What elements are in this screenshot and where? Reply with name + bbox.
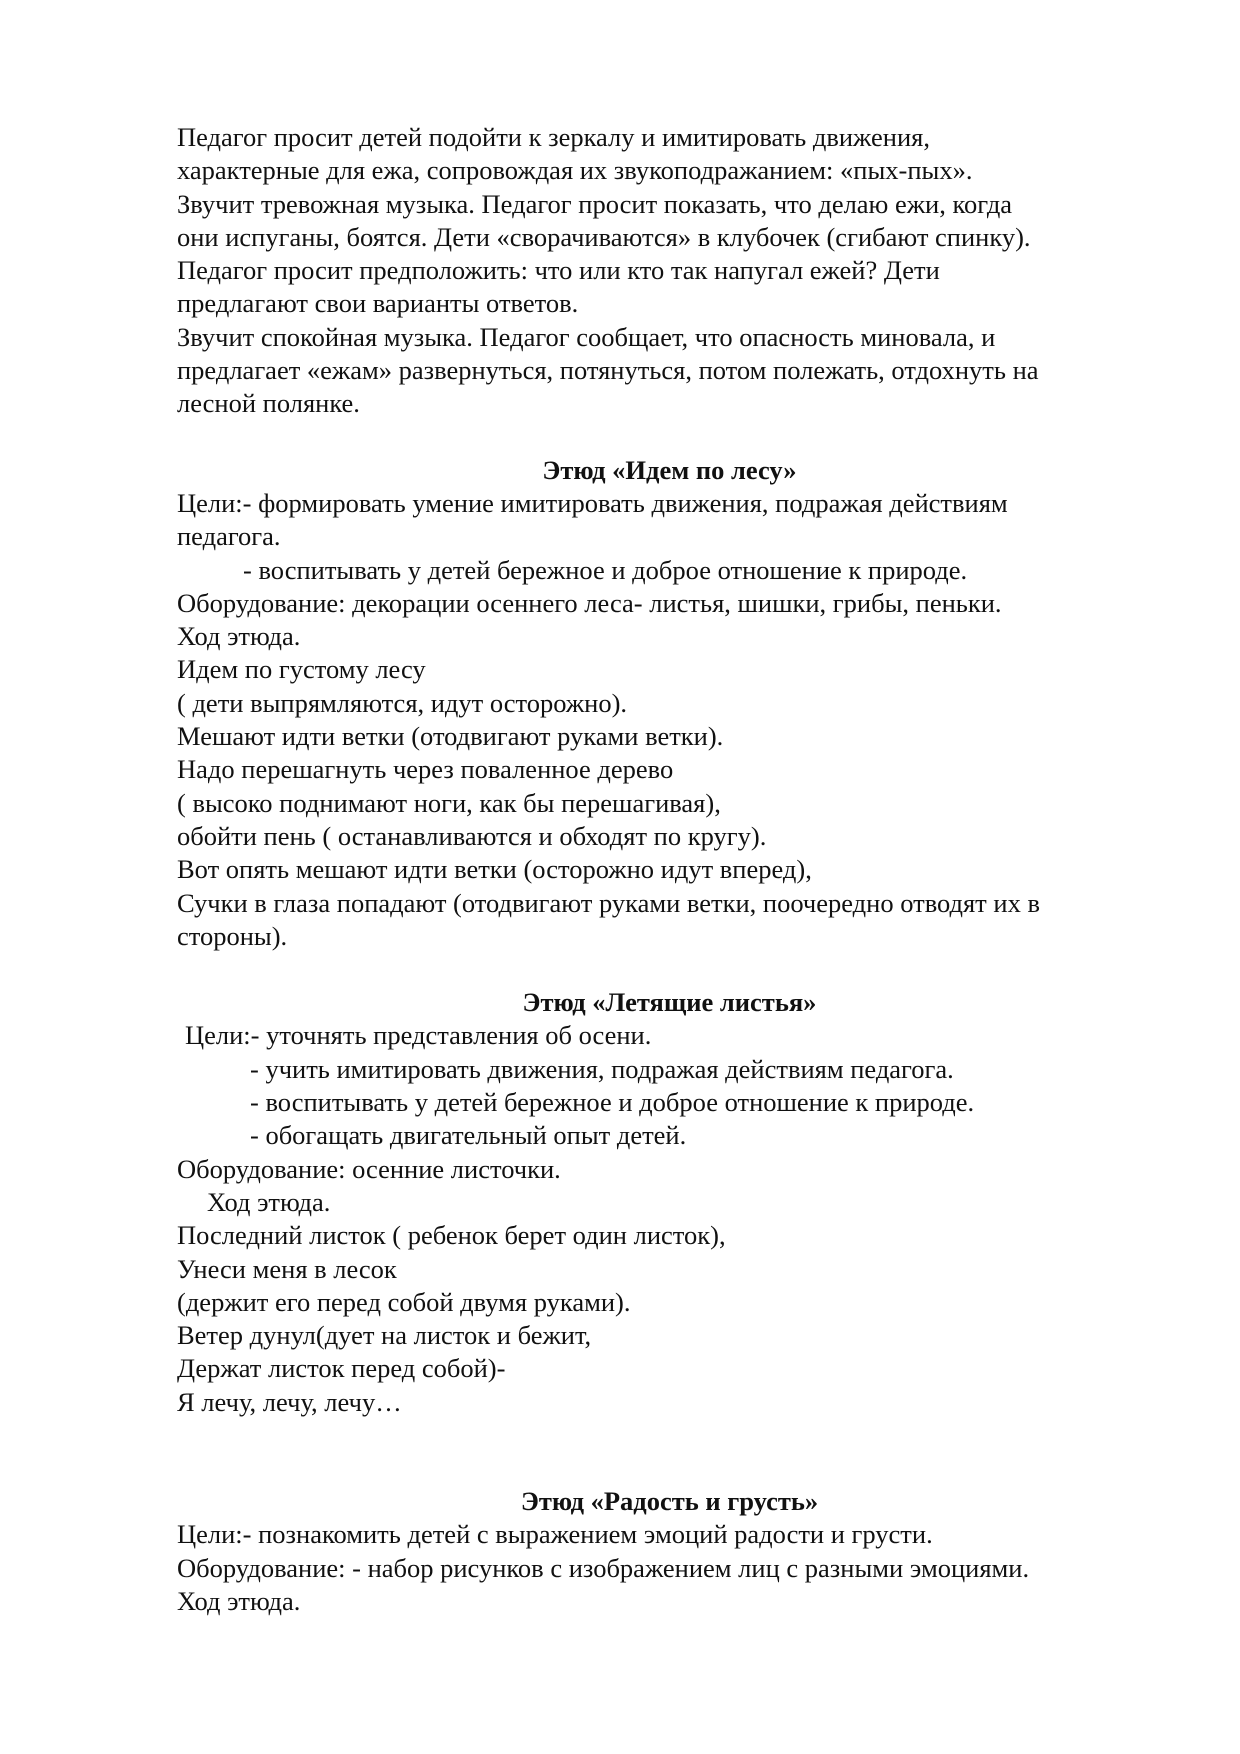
document-body	[177, 121, 1162, 1618]
intro-line: Педагог просит предположить: что или кто так напугал ежей? Дети	[177, 255, 940, 286]
section1-line: Вот опять мешают идти ветки (осторожно идут вперед),	[177, 854, 812, 885]
section1-goal-item: - воспитывать у детей бережное и доброе отношение к природе.	[243, 554, 968, 585]
section3-goals: Цели:- познакомить детей с выражением эмоций радости и грусти.	[177, 1519, 933, 1550]
section1-line: Идем по густому лесу	[177, 654, 426, 685]
section2-line: Унеси меня в лесок	[177, 1253, 397, 1284]
section2-line: Последний листок ( ребенок берет один листок),	[177, 1220, 726, 1251]
section3-progress-label: Ход этюда.	[177, 1585, 301, 1616]
intro-line: Звучит тревожная музыка. Педагог просит показать, что делаю ежи, когда	[177, 188, 1013, 219]
section2-line: Ветер дунул(дует на листок и бежит,	[177, 1320, 592, 1351]
section-heading-flying-leaves: Этюд «Летящие листья»	[522, 987, 817, 1018]
section2-goal-item: - обогащать двигательный опыт детей.	[250, 1120, 687, 1151]
section-heading-joy-and-sadness: Этюд «Радость и грусть»	[520, 1485, 819, 1516]
section2-goals: Цели:- уточнять представления об осени.	[185, 1020, 652, 1051]
section2-progress-label: Ход этюда.	[207, 1186, 331, 1217]
section3-equipment: Оборудование: - набор рисунков с изображением лиц с разными эмоциями.	[177, 1552, 1030, 1583]
section2-equipment: Оборудование: осенние листочки.	[177, 1153, 561, 1184]
section1-line: Мешают идти ветки (отодвигают руками ветки).	[177, 721, 724, 752]
section1-line: обойти пень ( останавливаются и обходят по кругу).	[177, 820, 767, 851]
intro-line: они испуганы, боятся. Дети «сворачиваются» в клубочек (сгибают спинку).	[177, 221, 1031, 252]
section1-line: Надо перешагнуть через поваленное дерево	[177, 754, 674, 785]
section2-goal-item: - воспитывать у детей бережное и доброе отношение к природе.	[250, 1087, 975, 1118]
section1-line: Сучки в глаза попадают (отодвигают руками ветки, поочередно отводят их в	[177, 887, 1040, 918]
section-heading-walk-in-forest: Этюд «Идем по лесу»	[542, 454, 797, 485]
section1-equipment: Оборудование: декорации осеннего леса- листья, шишки, грибы, пеньки.	[177, 587, 1002, 618]
intro-line: предлагает «ежам» развернуться, потянуться, потом полежать, отдохнуть на	[177, 355, 1039, 386]
section1-line: педагога.	[177, 521, 281, 552]
section1-goals: Цели:- формировать умение имитировать движения, подражая действиям	[177, 487, 1008, 518]
section2-goal-item: - учить имитировать движения, подражая действиям педагога.	[250, 1053, 954, 1084]
intro-line: лесной полянке.	[177, 388, 360, 419]
intro-line: Звучит спокойная музыка. Педагог сообщает, что опасность миновала, и	[177, 321, 996, 352]
intro-line: характерные для ежа, сопровождая их звукоподражанием: «пых-пых».	[177, 155, 973, 186]
section1-line: ( дети выпрямляются, идут осторожно).	[177, 687, 628, 718]
section1-progress-label: Ход этюда.	[177, 621, 301, 652]
section2-line: Держат листок перед собой)-	[177, 1353, 506, 1384]
section1-line: стороны).	[177, 920, 288, 951]
intro-line: предлагают свои варианты ответов.	[177, 288, 579, 319]
section2-line: (держит его перед собой двумя руками).	[177, 1286, 631, 1317]
section2-line: Я лечу, лечу, лечу…	[177, 1386, 402, 1417]
section1-line: ( высоко поднимают ноги, как бы перешагивая),	[177, 787, 721, 818]
intro-line: Педагог просит детей подойти к зеркалу и имитировать движения,	[177, 122, 930, 152]
